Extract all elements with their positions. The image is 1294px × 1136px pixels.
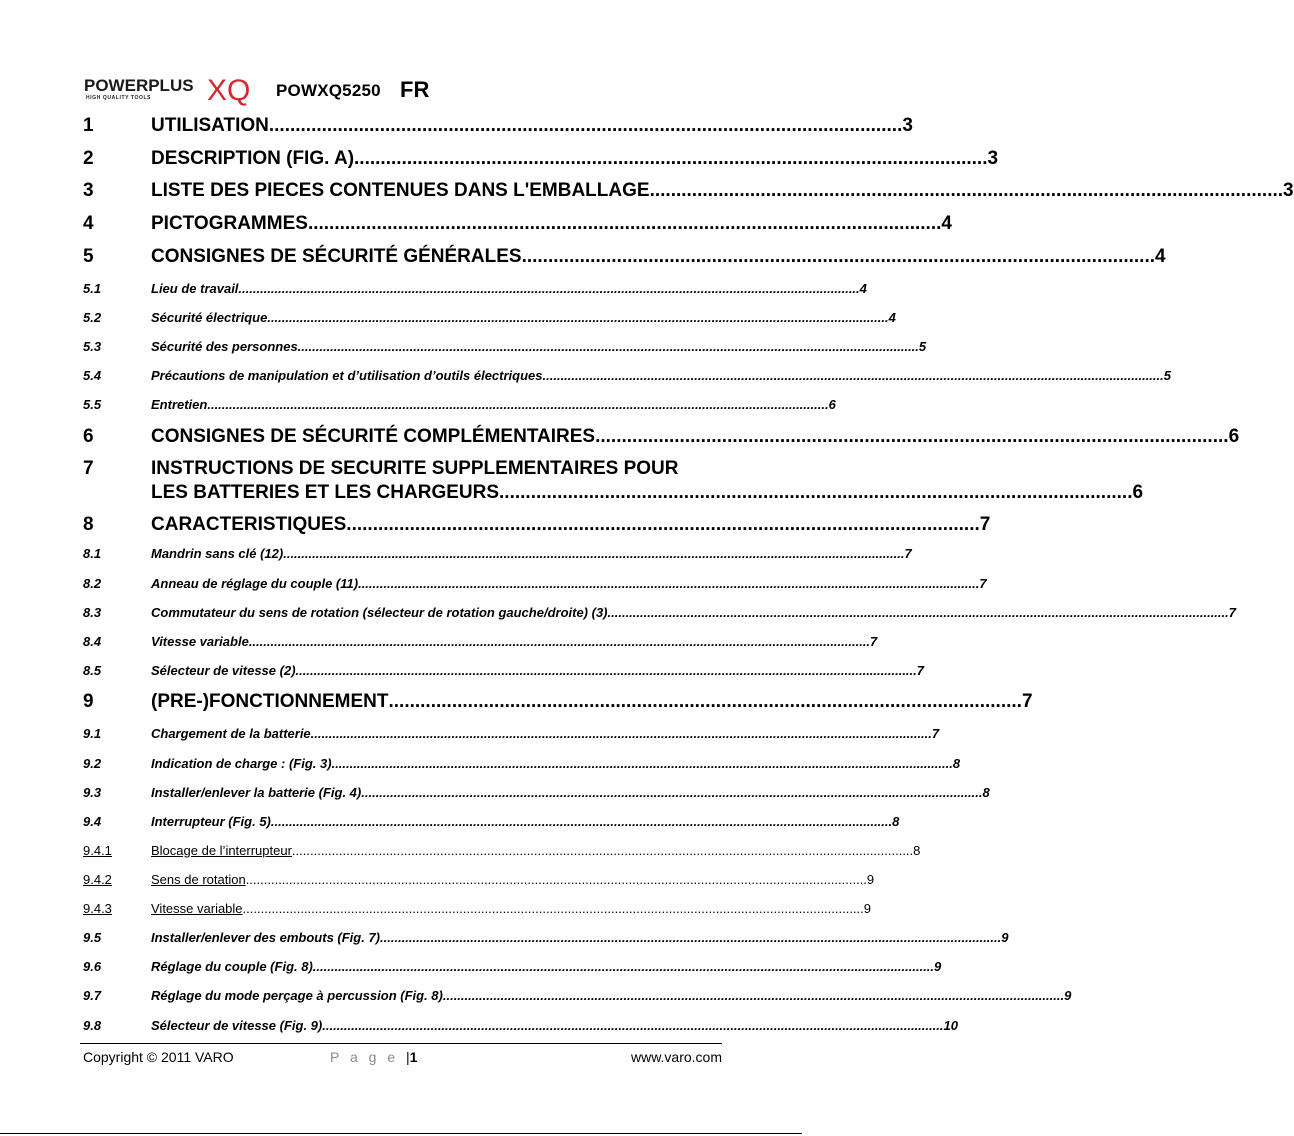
logo-series-text: XQ	[207, 74, 251, 107]
page-number: 1	[409, 1049, 418, 1065]
logo-tagline-text: HIGH QUALITY TOOLS	[86, 95, 152, 101]
page-separator: |	[406, 1049, 410, 1065]
website-text: www.varo.com	[630, 1049, 722, 1065]
page-label: P a g e	[330, 1049, 399, 1065]
model-number: POWXQ5250	[276, 81, 381, 100]
footer-divider	[80, 1043, 722, 1044]
table-of-contents: 1 UTILISATION ........................................................................................................................ 3 2 DESCRIPTION (FIG. A) ........................................................................................................................ 3 3 LISTE DES PIECES CONTENUES DANS L'EMBALLAGE ........................................................................................................................ 3 4 PICTOGRAMMES ........................................................................................................................ 4 5 CONSIGNES DE SÉCURITÉ GÉNÉRALES ........................................................................................................................ 4 5.1 Lieu de travail ............................................................................................................................................................................ 4 5.2 Sécurité électrique ............................................................................................................................................................................ 4 5.3 Sécurité des personnes ............................................................................................................................................................................ 5 5.4 Précautions de manipulation et d’utilisation d’outils électriques ............................................................................................................................................................................ 5 5.5 Entretien ............................................................................................................................................................................ 6 6 CONSIGNES DE SÉCURITÉ COMPLÉMENTAIRES ........................................................................................................................ 6 7 INSTRUCTIONS DE SECURITE SUPPLEMENTAIRES POUR LES BATTERIES ET LES CHARGEURS ........................................................................................................................ 6 8 CARACTERISTIQUES ........................................................................................................................ 7 8.1 Mandrin sans clé (12) ............................................................................................................................................................................ 7 8.2 Anneau de réglage du couple (11) ............................................................................................................................................................................ 7 8.3 Commutateur du sens de rotation (sélecteur de rotation gauche/droite) (3) ............................................................................................................................................................................ 7 8.4 Vitesse variable ............................................................................................................................................................................ 7 8.5 Sélecteur de vitesse (2) ............................................................................................................................................................................ 7 9 (PRE-)FONCTIONNEMENT ........................................................................................................................ 7 9.1 Chargement de la batterie ............................................................................................................................................................................ 7 9.2 Indication de charge : (Fig. 3) ............................................................................................................................................................................ 8 9.3 Installer/enlever la batterie (Fig. 4) ............................................................................................................................................................................ 8 9.4 Interrupteur (Fig. 5) ............................................................................................................................................................................ 8 9.4.1 Blocage de l’interrupteur ............................................................................................................................................................................ 8 9.4.2 Sens de rotation ............................................................................................................................................................................ 9 9.4.3 Vitesse variable ............................................................................................................................................................................ 9 9.5 Installer/enlever des embouts (Fig. 7) ............................................................................................................................................................................ 9 9.6 Réglage du couple (Fig. 8) ............................................................................................................................................................................ 9 9.7 Réglage du mode perçage à percussion (Fig. 8) ............................................................................................................................................................................ 9 9.8 Sélecteur de vitesse (Fig. 9) ............................................................................................................................................................................ 10	[83, 115, 1294, 1033]
logo-brand-text: POWERPLUS	[84, 76, 194, 95]
page-indicator	[330, 1049, 417, 1065]
page-bottom-edge	[0, 1133, 802, 1134]
language-code: FR	[400, 77, 430, 102]
page-footer	[83, 1049, 722, 1069]
copyright-text: Copyright © 2011 VARO	[83, 1049, 234, 1065]
toc-entry-7[interactable]: 7 INSTRUCTIONS DE SECURITE SUPPLEMENTAIRES POUR LES BATTERIES ET LES CHARGEURS ........................................................................................................................ 6	[83, 458, 1144, 503]
